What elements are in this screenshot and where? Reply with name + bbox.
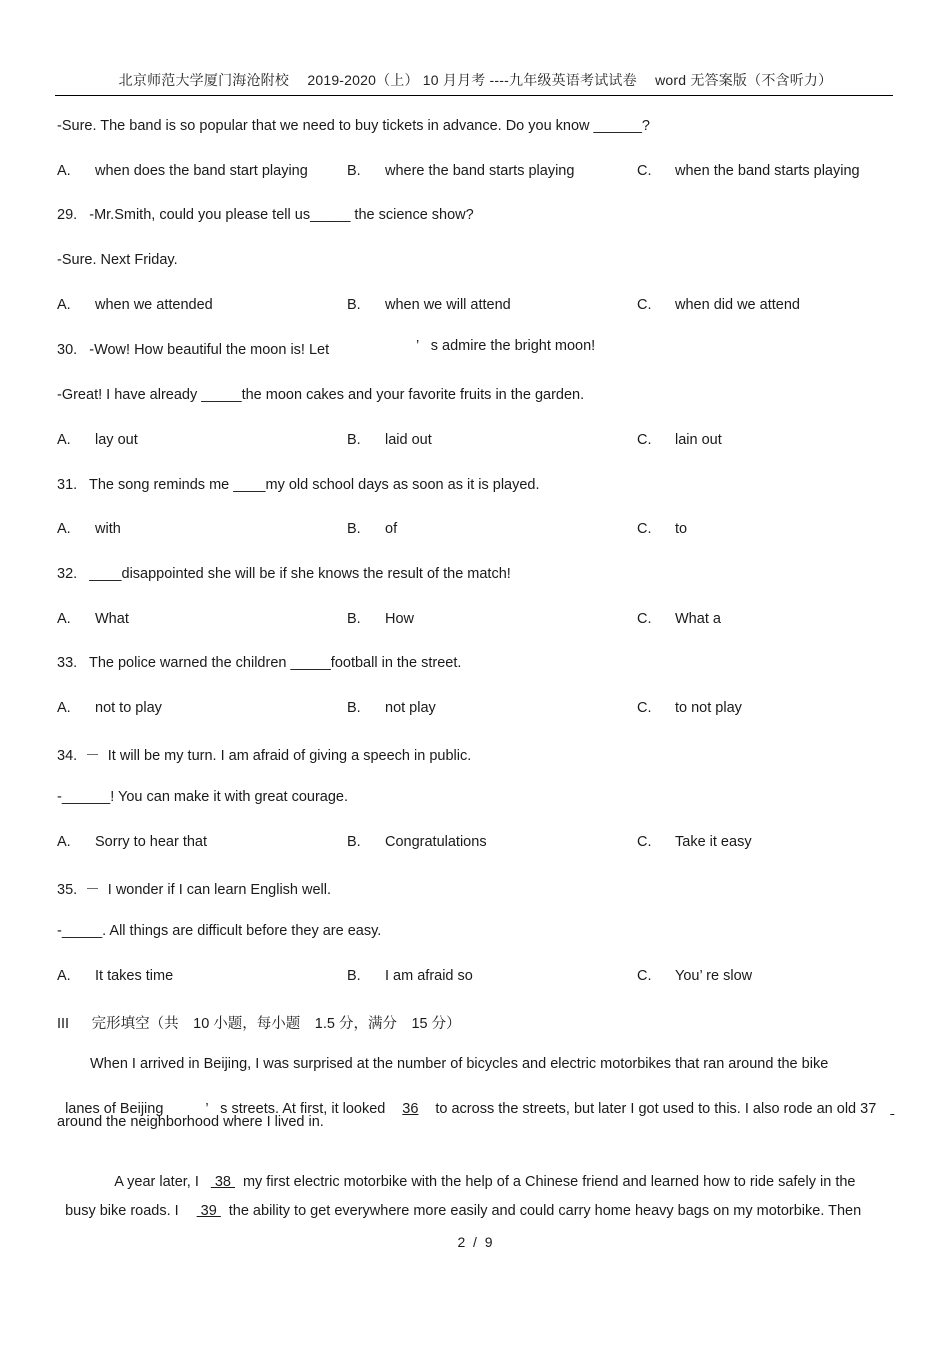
header-rule <box>55 95 893 96</box>
passage-line: When I arrived in Beijing, I was surprised at the number of bicycles and electric motorbikes that ran around the bike <box>90 1056 829 1072</box>
option-b: B. laid out <box>347 432 432 448</box>
option-a: A. What <box>57 611 129 627</box>
section-title: III 完形填空（共 10 小题，每小题 1.5 分，满分 15 分） <box>57 1016 461 1032</box>
option-a: A. lay out <box>57 432 138 448</box>
option-a: A. when does the band start playing <box>57 163 308 179</box>
question-31: 31. The song reminds me ____my old school days as soon as it is played. <box>57 477 540 493</box>
page-number: 2 / 9 <box>457 1234 493 1250</box>
option-a: A. when we attended <box>57 297 213 313</box>
blank-36: 36 <box>402 1101 419 1117</box>
option-c: C. when the band starts playing <box>637 163 860 179</box>
passage-line: A year later, I 38 my first electric motorbike with the help of a Chinese friend and learned how to ride safely in the <box>114 1174 856 1190</box>
option-a: A. with <box>57 521 121 537</box>
question-line: -Sure. The band is so popular that we need to buy tickets in advance. Do you know ______? <box>57 118 650 134</box>
passage-line: lanes of Beijing ’ s streets. At first, it looked 36 to across the streets, but later I got used to this. I also rode an old 37 <box>65 1101 877 1117</box>
option-b: B. of <box>347 521 398 537</box>
question-34: 34. － It will be my turn. I am afraid of giving a speech in public. <box>57 748 472 764</box>
question-30-tail: ’ s admire the bright moon! <box>416 338 596 354</box>
option-b: B. where the band starts playing <box>347 163 575 179</box>
option-c: C. You’ re slow <box>637 968 753 984</box>
option-c: C. to not play <box>637 700 742 716</box>
passage-line: busy bike roads. I 39 the ability to get everywhere more easily and could carry home heavy bags on my motorbike. Then <box>65 1203 862 1219</box>
page-header: 北京师范大学厦门海沧附校 2019-2020（上） 10 月月考 ----九年级英语考试试卷 word 无答案版（不含听力） <box>118 72 833 88</box>
option-b: B. Congratulations <box>347 834 487 850</box>
blank-38: 38 <box>210 1174 236 1190</box>
option-c: C. when did we attend <box>637 297 800 313</box>
option-b: B. not play <box>347 700 436 716</box>
blank-39: 39 <box>196 1203 221 1219</box>
question-line: -Great! I have already _____the moon cakes and your favorite fruits in the garden. <box>57 387 585 403</box>
question-line: -______! You can make it with great courage. <box>57 789 348 805</box>
option-c: C. lain out <box>637 432 722 448</box>
option-c: C. to <box>637 521 688 537</box>
question-line: -Sure. Next Friday. <box>57 252 178 268</box>
option-c: C. Take it easy <box>637 834 752 850</box>
question-35: 35. － I wonder if I can learn English well. <box>57 882 332 898</box>
option-a: A. not to play <box>57 700 162 716</box>
option-a: A. Sorry to hear that <box>57 834 208 850</box>
option-b: B. when we will attend <box>347 297 511 313</box>
passage-line: around the neighborhood where I lived in. <box>57 1114 324 1130</box>
question-29: 29. -Mr.Smith, could you please tell us_____ the science show? <box>57 207 474 223</box>
option-a: A. It takes time <box>57 968 174 984</box>
question-30: 30. -Wow! How beautiful the moon is! Let <box>57 342 330 358</box>
question-32: 32. ____disappointed she will be if she knows the result of the match! <box>57 566 511 582</box>
option-c: C. What a <box>637 611 721 627</box>
question-line: -_____. All things are difficult before they are easy. <box>57 923 382 939</box>
option-b: B. I am afraid so <box>347 968 473 984</box>
option-b: B. How <box>347 611 415 627</box>
question-33: 33. The police warned the children _____football in the street. <box>57 655 462 671</box>
